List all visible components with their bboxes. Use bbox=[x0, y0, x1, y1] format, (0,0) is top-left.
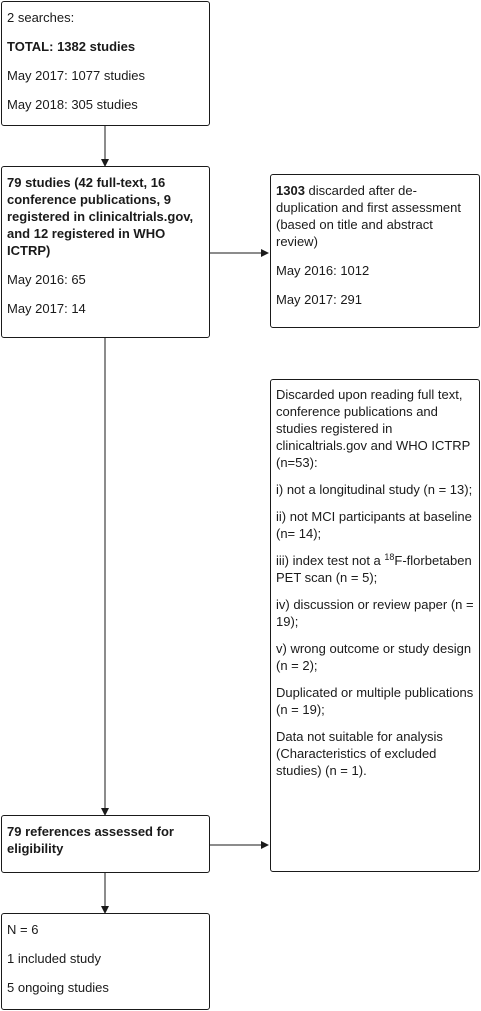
discarded-may2016: May 2016: 1012 bbox=[276, 263, 370, 278]
discarded-count: 1303 bbox=[276, 183, 305, 198]
index-test-suffix: F-florbetaben PET scan (n = 5); bbox=[276, 553, 472, 585]
searches-count: 2 searches: bbox=[7, 10, 75, 25]
excluded-reason-data: Data not suitable for analysis (Characteristics of excluded studies) (n = 1). bbox=[276, 729, 443, 778]
included-box bbox=[1, 913, 210, 1010]
searches-may2018: May 2018: 305 studies bbox=[7, 97, 138, 112]
excluded-reason-outcome: v) wrong outcome or study design (n = 2); bbox=[276, 641, 472, 673]
excluded-reason-longitudinal: i) not a longitudinal study (n = 13); bbox=[276, 482, 473, 497]
studies-may2016: May 2016: 65 bbox=[7, 272, 86, 287]
included-study: 1 included study bbox=[7, 951, 101, 966]
excluded-reason-index-test bbox=[276, 552, 474, 586]
searches-total: TOTAL: 1382 studies bbox=[7, 39, 136, 54]
discarded-box bbox=[270, 174, 480, 328]
excluded-reason-review: iv) discussion or review paper (n = 19); bbox=[276, 597, 474, 629]
discarded-description bbox=[276, 182, 474, 250]
searches-box bbox=[1, 1, 210, 126]
excluded-reason-duplicated: Duplicated or multiple publications (n = 19); bbox=[276, 685, 474, 717]
studies-title: 79 studies (42 full-text, 16 conference publications, 9 registered in clinicaltrials.gov, and 12 registered in WHO ICTRP) bbox=[7, 175, 194, 258]
ongoing-studies: 5 ongoing studies bbox=[7, 980, 109, 995]
discarded-text: discarded after de-duplication and first assessment (based on title and abstract review) bbox=[276, 183, 461, 249]
included-total: N = 6 bbox=[7, 922, 39, 937]
discarded-may2017: May 2017: 291 bbox=[276, 292, 363, 307]
studies-may2017: May 2017: 14 bbox=[7, 301, 86, 316]
eligibility-box bbox=[1, 815, 210, 873]
searches-may2017: May 2017: 1077 studies bbox=[7, 68, 146, 83]
studies-box bbox=[1, 166, 210, 338]
eligibility-title: 79 references assessed for eligibility bbox=[7, 824, 174, 856]
excluded-reason-mci: ii) not MCI participants at baseline (n= 14); bbox=[276, 509, 472, 541]
excluded-intro: Discarded upon reading full text, conference publications and studies registered in clinicaltrials.gov and WHO ICTRP (n=53): bbox=[276, 387, 471, 470]
index-test-prefix: iii) index test not a bbox=[276, 553, 385, 568]
isotope-superscript: 18 bbox=[384, 552, 395, 562]
excluded-box bbox=[270, 379, 480, 872]
